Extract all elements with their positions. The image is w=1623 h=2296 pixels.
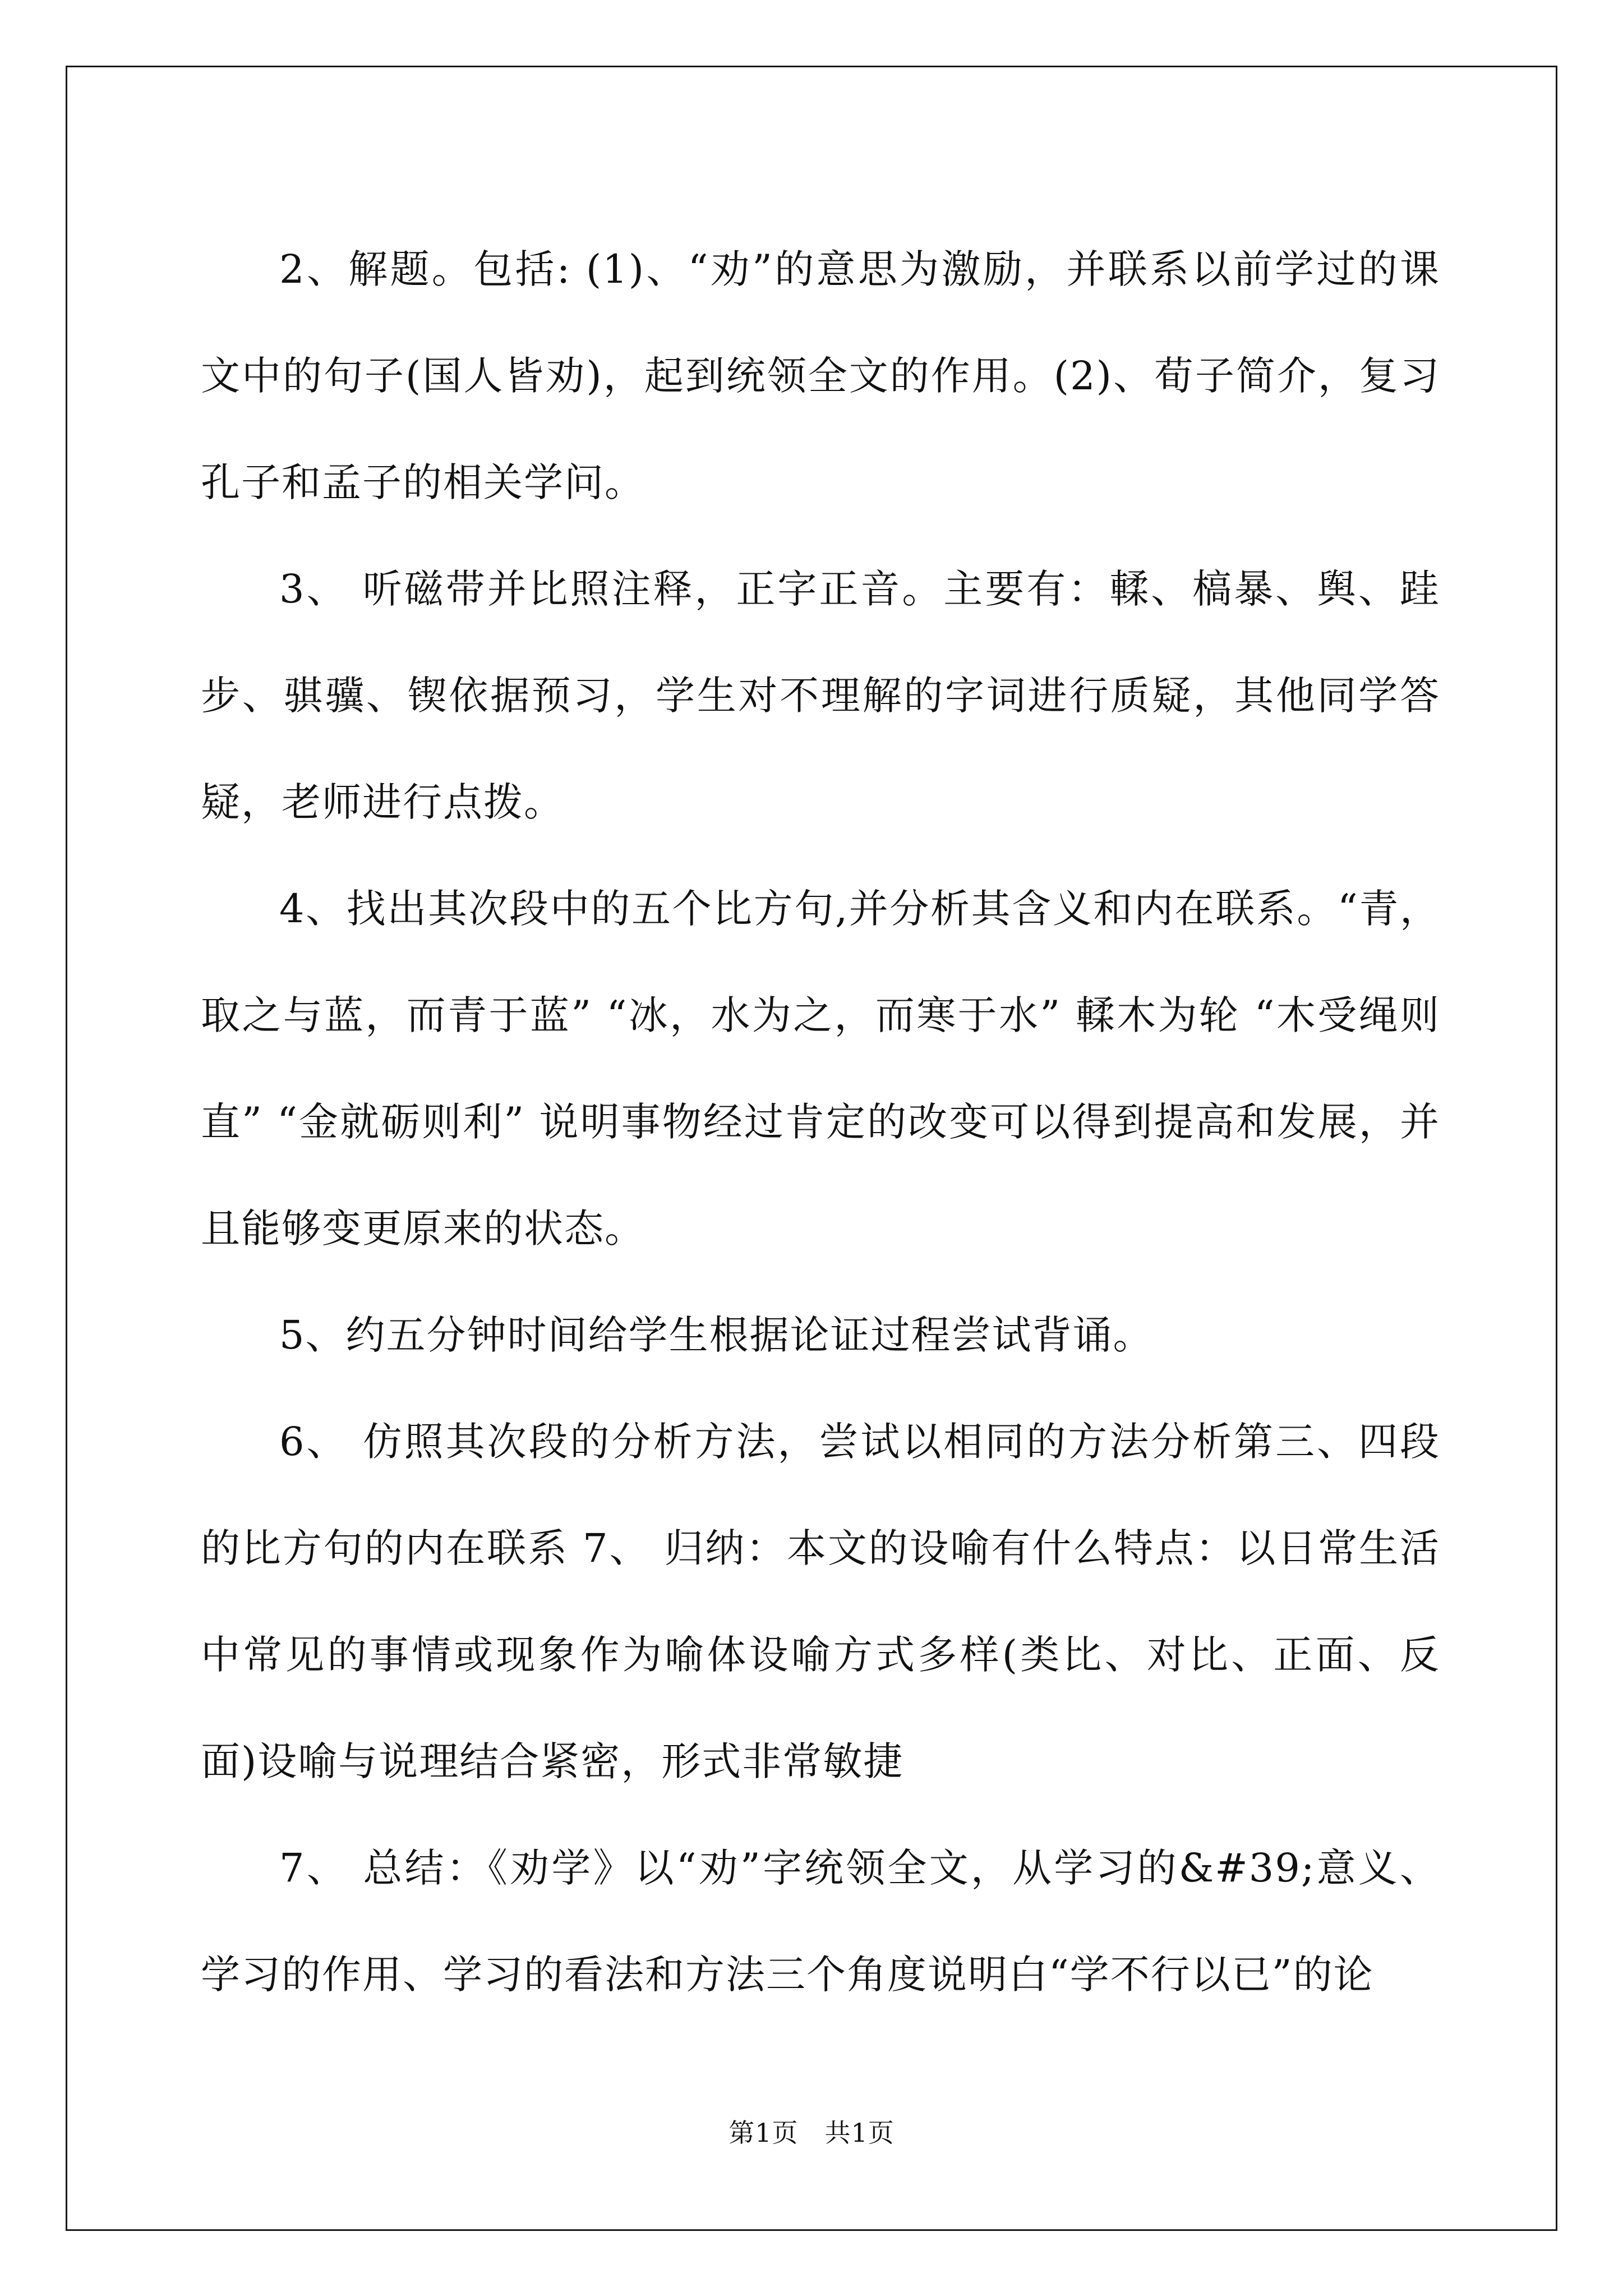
page-number-footer: 第1页 共1页 bbox=[728, 2118, 895, 2148]
paragraph-step-4: 4、找出其次段中的五个比方句,并分析其含义和内在联系。“青，取之与蓝，而青于蓝” “冰，水为之，而寒于水” 輮木为轮 “木受绳则直” “金就砺则利” 说明事物经过肯定的改变可以得到提高和发展，并且能够变更原来的状态。 bbox=[201, 886, 1440, 1251]
paragraph-step-5: 5、约五分钟时间给学生根据论证过程尝试背诵。 bbox=[279, 1312, 1154, 1358]
paragraph-step-7: 7、 总结：《劝学》以“劝”字统领全文，从学习的&#39;意义、学习的作用、学习的看法和方法三个角度说明白“学不行以已”的论 bbox=[201, 1845, 1440, 1998]
paragraph-step-6: 6、 仿照其次段的分析方法，尝试以相同的方法分析第三、四段的比方句的内在联系 7、 归纳：本文的设喻有什么特点：以日常生活中常见的事情或现象作为喻体设喻方式多样(类比、对比、正面、反面)设喻与说理结合紧密，形式非常敏捷 bbox=[201, 1419, 1440, 1784]
paragraph-step-3: 3、 听磁带并比照注释，正字正音。主要有：輮、槁暴、舆、跬步、骐骥、锲依据预习，学生对不理解的字词进行质疑，其他同学答疑，老师进行点拨。 bbox=[201, 566, 1440, 825]
document-body bbox=[201, 216, 1440, 2028]
paragraph-step-2: 2、解题。包括: (1)、“劝”的意思为激励，并联系以前学过的课文中的句子(国人皆劝)，起到统领全文的作用。(2)、荀子简介，复习孔子和孟子的相关学问。 bbox=[201, 246, 1440, 505]
